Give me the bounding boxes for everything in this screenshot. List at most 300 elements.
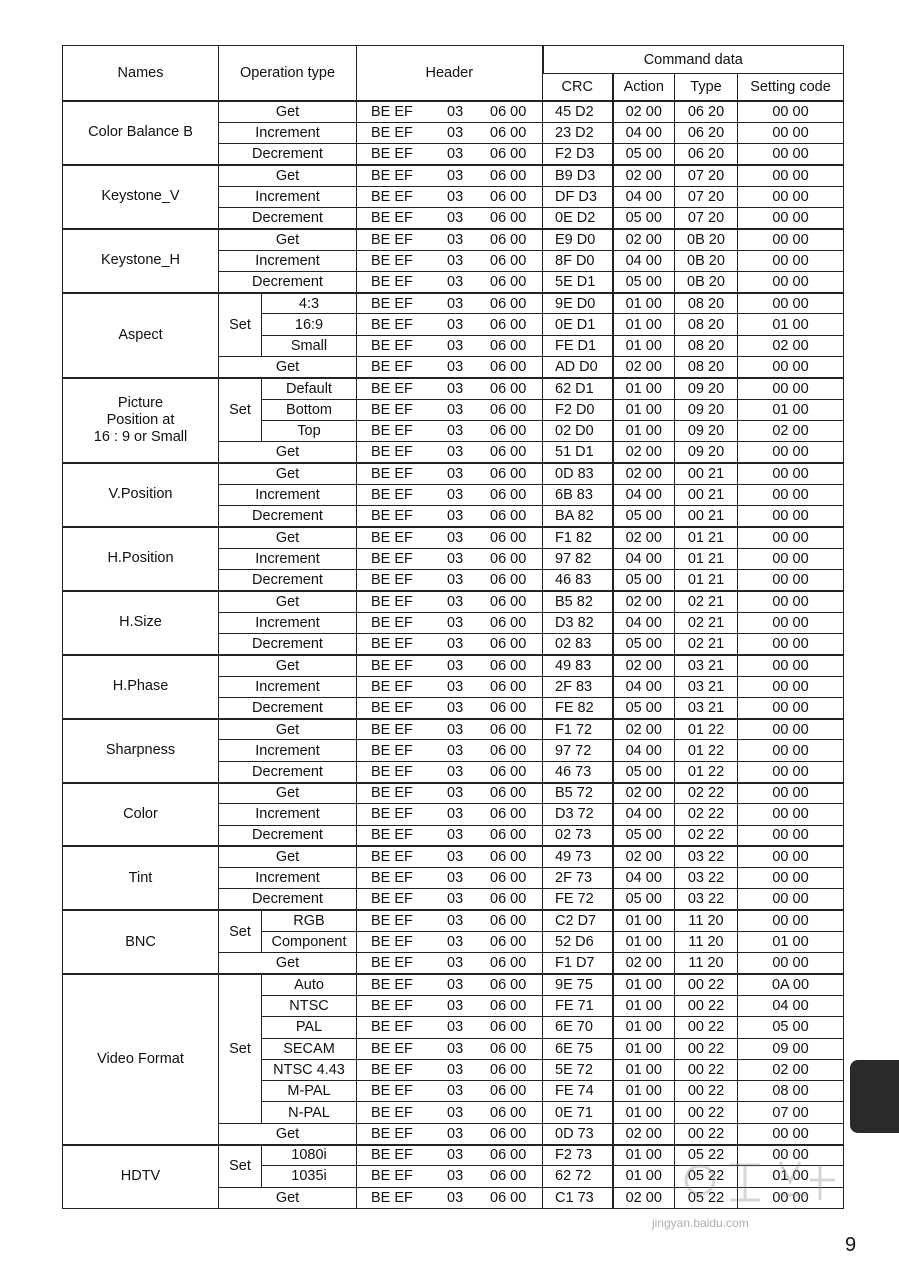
type-value: 09 20: [675, 399, 738, 420]
setting-code-value: 05 00: [738, 1017, 844, 1038]
type-value: 0B 20: [675, 271, 738, 292]
setting-code-value: 07 00: [738, 1102, 844, 1123]
crc-value: 46 73: [543, 761, 613, 782]
table-row: [63, 463, 844, 484]
action-value: 01 00: [613, 1166, 675, 1187]
header-byte: BE EF: [371, 913, 413, 930]
type-value: 01 21: [675, 548, 738, 569]
header-byte: 06 00: [490, 273, 527, 290]
type-value: 09 20: [675, 378, 738, 399]
operation-value: SECAM: [262, 1038, 357, 1059]
setting-code-value: 00 00: [738, 740, 844, 761]
header-bytes: [357, 484, 543, 505]
table-row: [63, 655, 844, 676]
header-byte: 03: [447, 806, 464, 823]
header-byte: 06 00: [490, 1062, 527, 1078]
crc-value: 23 D2: [543, 122, 613, 143]
header-byte: 03: [447, 486, 464, 503]
header-bytes: [357, 633, 543, 654]
header-byte: 03: [447, 699, 464, 716]
header-byte: BE EF: [371, 785, 413, 802]
header-byte: 03: [447, 295, 464, 312]
header-byte: BE EF: [371, 358, 413, 375]
header-byte: 03: [447, 593, 464, 610]
table-row: [63, 378, 844, 399]
operation-type: Decrement: [219, 271, 357, 292]
set-label: Set: [219, 1145, 262, 1188]
action-value: 02 00: [613, 953, 675, 974]
header-byte: 06 00: [490, 209, 527, 226]
header-byte: BE EF: [371, 273, 413, 290]
crc-value: F2 D0: [543, 399, 613, 420]
crc-value: 62 72: [543, 1166, 613, 1187]
header-bytes: [357, 399, 543, 420]
header-byte: 03: [447, 1083, 464, 1100]
operation-type-header: Operation type: [219, 46, 357, 102]
header-bytes: [357, 761, 543, 782]
crc-value: 2F 73: [543, 868, 613, 889]
header-byte: 06 00: [490, 1104, 527, 1121]
action-value: 01 00: [613, 420, 675, 441]
group-name: Keystone_H: [63, 229, 219, 293]
header-bytes: [357, 783, 543, 804]
operation-type: Decrement: [219, 697, 357, 718]
setting-code-value: 00 00: [738, 655, 844, 676]
setting-code-value: 00 00: [738, 868, 844, 889]
operation-value: 16:9: [262, 314, 357, 335]
header-byte: BE EF: [371, 998, 413, 1015]
header-bytes: [357, 868, 543, 889]
table-row: [63, 783, 844, 804]
header-byte: 06 00: [490, 763, 527, 780]
crc-value: E9 D0: [543, 229, 613, 250]
header-byte: 03: [447, 913, 464, 930]
setting-code-value: 00 00: [738, 250, 844, 271]
setting-code-value: 00 00: [738, 1123, 844, 1144]
header-byte: 06 00: [490, 401, 527, 418]
header-byte: BE EF: [371, 614, 413, 631]
type-value: 11 20: [675, 910, 738, 931]
type-value: 11 20: [675, 932, 738, 953]
action-value: 04 00: [613, 122, 675, 143]
action-value: 05 00: [613, 506, 675, 527]
header-bytes: [357, 506, 543, 527]
group-name: H.Size: [63, 591, 219, 655]
setting-code-value: 00 00: [738, 697, 844, 718]
header-byte: 03: [447, 657, 464, 674]
header-byte: 06 00: [490, 550, 527, 567]
crc-value: 6E 75: [543, 1038, 613, 1059]
header-byte: 06 00: [490, 380, 527, 397]
type-value: 02 21: [675, 612, 738, 633]
crc-value: C1 73: [543, 1187, 613, 1208]
setting-code-value: 00 00: [738, 207, 844, 228]
header-byte: 03: [447, 849, 464, 866]
header-byte: 03: [447, 977, 464, 994]
type-value: 06 20: [675, 122, 738, 143]
operation-type: Get: [219, 101, 357, 122]
header-bytes: [357, 825, 543, 846]
header-byte: 03: [447, 252, 464, 269]
header-byte: 06 00: [490, 742, 527, 759]
table-row: [63, 101, 844, 122]
header-bytes: [357, 1187, 543, 1208]
operation-type: Get: [219, 846, 357, 867]
action-value: 02 00: [613, 655, 675, 676]
header-byte: 03: [447, 209, 464, 226]
crc-value: 02 83: [543, 633, 613, 654]
operation-type: Get: [219, 655, 357, 676]
action-value: 01 00: [613, 378, 675, 399]
crc-value: 2F 83: [543, 676, 613, 697]
header-byte: BE EF: [371, 209, 413, 226]
header-byte: 03: [447, 124, 464, 141]
type-value: 06 20: [675, 101, 738, 122]
set-label: Set: [219, 378, 262, 442]
header-byte: 06 00: [490, 721, 527, 738]
header-byte: BE EF: [371, 145, 413, 162]
header-byte: 06 00: [490, 423, 527, 440]
header-bytes: [357, 1166, 543, 1187]
action-value: 02 00: [613, 846, 675, 867]
type-value: 09 20: [675, 442, 738, 463]
header-byte: 03: [447, 1104, 464, 1121]
action-value: 04 00: [613, 250, 675, 271]
action-value: 05 00: [613, 825, 675, 846]
header-bytes: [357, 910, 543, 931]
operation-value: M-PAL: [262, 1081, 357, 1102]
type-value: 00 22: [675, 1059, 738, 1080]
type-value: 01 22: [675, 761, 738, 782]
setting-code-value: 04 00: [738, 995, 844, 1016]
operation-type: Decrement: [219, 761, 357, 782]
header-bytes: [357, 271, 543, 292]
header-byte: 06 00: [490, 614, 527, 631]
header-bytes: [357, 995, 543, 1016]
action-value: 01 00: [613, 1059, 675, 1080]
header-byte: 06 00: [490, 252, 527, 269]
table-row: [63, 293, 844, 314]
header-byte: 03: [447, 358, 464, 375]
header-byte: 06 00: [490, 167, 527, 184]
type-value: 05 22: [675, 1187, 738, 1208]
action-value: 04 00: [613, 612, 675, 633]
operation-value: 1080i: [262, 1145, 357, 1166]
header-byte: BE EF: [371, 1062, 413, 1078]
crc-value: 97 82: [543, 548, 613, 569]
header-byte: 03: [447, 1040, 464, 1057]
header-byte: 06 00: [490, 1189, 527, 1206]
header-byte: 03: [447, 998, 464, 1015]
setting-code-value: 00 00: [738, 271, 844, 292]
crc-value: F1 72: [543, 719, 613, 740]
setting-code-value: 00 00: [738, 719, 844, 740]
operation-value: Bottom: [262, 399, 357, 420]
header-byte: 06 00: [490, 1040, 527, 1057]
crc-value: 51 D1: [543, 442, 613, 463]
header-bytes: [357, 1038, 543, 1059]
header-byte: 06 00: [490, 124, 527, 141]
action-value: 01 00: [613, 399, 675, 420]
operation-type: Decrement: [219, 570, 357, 591]
action-value: 01 00: [613, 293, 675, 314]
action-value: 05 00: [613, 271, 675, 292]
type-value: 01 21: [675, 570, 738, 591]
action-value: 01 00: [613, 335, 675, 356]
header-byte: BE EF: [371, 550, 413, 567]
setting-code-value: 00 00: [738, 357, 844, 378]
operation-value: Auto: [262, 974, 357, 995]
header-byte: BE EF: [371, 827, 413, 844]
type-value: 03 22: [675, 846, 738, 867]
operation-type: Get: [219, 719, 357, 740]
setting-code-value: 01 00: [738, 932, 844, 953]
header-bytes: [357, 335, 543, 356]
setting-code-value: 00 00: [738, 229, 844, 250]
action-value: 04 00: [613, 484, 675, 505]
action-value: 05 00: [613, 207, 675, 228]
group-name: V.Position: [63, 463, 219, 527]
operation-value: N-PAL: [262, 1102, 357, 1123]
header-bytes: [357, 186, 543, 207]
header-byte: BE EF: [371, 401, 413, 418]
type-value: 03 22: [675, 868, 738, 889]
header-byte: 06 00: [490, 508, 527, 525]
crc-value: C2 D7: [543, 910, 613, 931]
group-name: BNC: [63, 910, 219, 974]
type-value: 00 21: [675, 484, 738, 505]
crc-value: FE 71: [543, 995, 613, 1016]
type-value: 00 22: [675, 974, 738, 995]
header-byte: 03: [447, 1019, 464, 1036]
group-name: Tint: [63, 846, 219, 910]
header-byte: BE EF: [371, 337, 413, 354]
type-value: 03 22: [675, 889, 738, 910]
set-label: Set: [219, 974, 262, 1123]
setting-code-value: 00 00: [738, 761, 844, 782]
header-byte: 03: [447, 465, 464, 482]
type-value: 08 20: [675, 314, 738, 335]
set-label: Set: [219, 293, 262, 357]
setting-code-value: 00 00: [738, 676, 844, 697]
crc-value: 9E D0: [543, 293, 613, 314]
crc-value: 0D 83: [543, 463, 613, 484]
header-byte: BE EF: [371, 124, 413, 141]
header-byte: 06 00: [490, 849, 527, 866]
setting-code-value: 00 00: [738, 293, 844, 314]
type-value: 02 22: [675, 825, 738, 846]
table-row: [63, 910, 844, 931]
action-value: 05 00: [613, 889, 675, 910]
setting-code-value: 09 00: [738, 1038, 844, 1059]
action-header: Action: [613, 74, 675, 102]
header-bytes: [357, 527, 543, 548]
header-byte: BE EF: [371, 763, 413, 780]
setting-code-value: 02 00: [738, 335, 844, 356]
setting-code-value: 02 00: [738, 1059, 844, 1080]
header-byte: BE EF: [371, 593, 413, 610]
setting-code-header: Setting code: [738, 74, 844, 102]
setting-code-value: 01 00: [738, 399, 844, 420]
operation-type: Get: [219, 783, 357, 804]
type-value: 02 21: [675, 633, 738, 654]
table-row: [63, 165, 844, 186]
header-byte: 03: [447, 1189, 464, 1206]
action-value: 02 00: [613, 1187, 675, 1208]
operation-type: Get: [219, 591, 357, 612]
type-value: 08 20: [675, 293, 738, 314]
operation-type: Decrement: [219, 889, 357, 910]
type-value: 0B 20: [675, 229, 738, 250]
header-byte: 06 00: [490, 891, 527, 908]
action-value: 04 00: [613, 804, 675, 825]
setting-code-value: 00 00: [738, 165, 844, 186]
crc-value: F1 D7: [543, 953, 613, 974]
crc-value: 02 D0: [543, 420, 613, 441]
header-byte: BE EF: [371, 955, 413, 972]
header-byte: 03: [447, 188, 464, 205]
header-bytes: [357, 974, 543, 995]
crc-value: D3 82: [543, 612, 613, 633]
header-byte: 06 00: [490, 529, 527, 546]
operation-type: Decrement: [219, 633, 357, 654]
type-value: 02 22: [675, 783, 738, 804]
header-bytes: [357, 1123, 543, 1144]
header-byte: 03: [447, 891, 464, 908]
crc-value: 46 83: [543, 570, 613, 591]
setting-code-value: 00 00: [738, 889, 844, 910]
header-bytes: [357, 953, 543, 974]
setting-code-value: 00 00: [738, 825, 844, 846]
header-byte: 03: [447, 1062, 464, 1078]
crc-value: 6E 70: [543, 1017, 613, 1038]
crc-value: F2 D3: [543, 144, 613, 165]
crc-value: BA 82: [543, 506, 613, 527]
header-byte: 06 00: [490, 1168, 527, 1185]
type-value: 08 20: [675, 357, 738, 378]
crc-value: 6B 83: [543, 484, 613, 505]
setting-code-value: 00 00: [738, 186, 844, 207]
setting-code-value: 00 00: [738, 1187, 844, 1208]
header-byte: BE EF: [371, 1189, 413, 1206]
action-value: 01 00: [613, 1081, 675, 1102]
action-value: 02 00: [613, 357, 675, 378]
setting-code-value: 01 00: [738, 314, 844, 335]
header-byte: BE EF: [371, 1147, 413, 1164]
header-byte: BE EF: [371, 1168, 413, 1185]
header-byte: BE EF: [371, 571, 413, 588]
type-value: 05 22: [675, 1166, 738, 1187]
operation-value: 4:3: [262, 293, 357, 314]
action-value: 01 00: [613, 1102, 675, 1123]
header-byte: 06 00: [490, 913, 527, 930]
setting-code-value: 00 00: [738, 122, 844, 143]
header-byte: 06 00: [490, 827, 527, 844]
header-byte: 03: [447, 1168, 464, 1185]
header-byte: 06 00: [490, 934, 527, 951]
operation-type: Get: [219, 357, 357, 378]
operation-value: NTSC: [262, 995, 357, 1016]
header-bytes: [357, 165, 543, 186]
header-byte: BE EF: [371, 977, 413, 994]
action-value: 02 00: [613, 719, 675, 740]
type-value: 00 22: [675, 995, 738, 1016]
setting-code-value: 00 00: [738, 527, 844, 548]
header-bytes: [357, 570, 543, 591]
type-header: Type: [675, 74, 738, 102]
header-bytes: [357, 122, 543, 143]
action-value: 05 00: [613, 761, 675, 782]
group-name: Color Balance B: [63, 101, 219, 165]
setting-code-value: 00 00: [738, 846, 844, 867]
operation-type: Decrement: [219, 144, 357, 165]
header-bytes: [357, 293, 543, 314]
header-byte: BE EF: [371, 444, 413, 461]
header-byte: BE EF: [371, 103, 413, 120]
header-byte: 06 00: [490, 1147, 527, 1164]
header-byte: BE EF: [371, 1104, 413, 1121]
crc-value: 52 D6: [543, 932, 613, 953]
header-byte: BE EF: [371, 423, 413, 440]
operation-type: Increment: [219, 612, 357, 633]
operation-value: PAL: [262, 1017, 357, 1038]
type-value: 00 21: [675, 506, 738, 527]
setting-code-value: 00 00: [738, 506, 844, 527]
group-name: Keystone_V: [63, 165, 219, 229]
operation-value: 1035i: [262, 1166, 357, 1187]
type-value: 01 21: [675, 527, 738, 548]
crc-value: 9E 75: [543, 974, 613, 995]
header-byte: BE EF: [371, 1040, 413, 1057]
operation-type: Decrement: [219, 506, 357, 527]
table-row: [63, 591, 844, 612]
header-byte: 03: [447, 934, 464, 951]
crc-value: B9 D3: [543, 165, 613, 186]
header-byte: 03: [447, 827, 464, 844]
operation-value: Component: [262, 932, 357, 953]
crc-value: AD D0: [543, 357, 613, 378]
group-name: Picture Position at 16 : 9 or Small: [63, 378, 219, 463]
header-byte: 06 00: [490, 486, 527, 503]
type-value: 11 20: [675, 953, 738, 974]
crc-value: 8F D0: [543, 250, 613, 271]
action-value: 05 00: [613, 144, 675, 165]
operation-type: Get: [219, 165, 357, 186]
header-byte: 03: [447, 678, 464, 695]
crc-value: 5E 72: [543, 1059, 613, 1080]
crc-header: CRC: [543, 74, 613, 102]
operation-type: Get: [219, 1123, 357, 1144]
operation-value: NTSC 4.43: [262, 1059, 357, 1080]
setting-code-value: 00 00: [738, 633, 844, 654]
header-byte: BE EF: [371, 1083, 413, 1100]
header-byte: 03: [447, 1147, 464, 1164]
header-bytes: [357, 1081, 543, 1102]
header-byte: 03: [447, 785, 464, 802]
crc-value: 45 D2: [543, 101, 613, 122]
header-byte: 03: [447, 870, 464, 887]
header-byte: 03: [447, 529, 464, 546]
header-byte: 03: [447, 721, 464, 738]
header-byte: 06 00: [490, 103, 527, 120]
header-byte: 06 00: [490, 998, 527, 1015]
header-byte: 06 00: [490, 785, 527, 802]
header-byte: BE EF: [371, 188, 413, 205]
header-byte: BE EF: [371, 699, 413, 716]
header-bytes: [357, 357, 543, 378]
setting-code-value: 00 00: [738, 442, 844, 463]
operation-type: Decrement: [219, 825, 357, 846]
